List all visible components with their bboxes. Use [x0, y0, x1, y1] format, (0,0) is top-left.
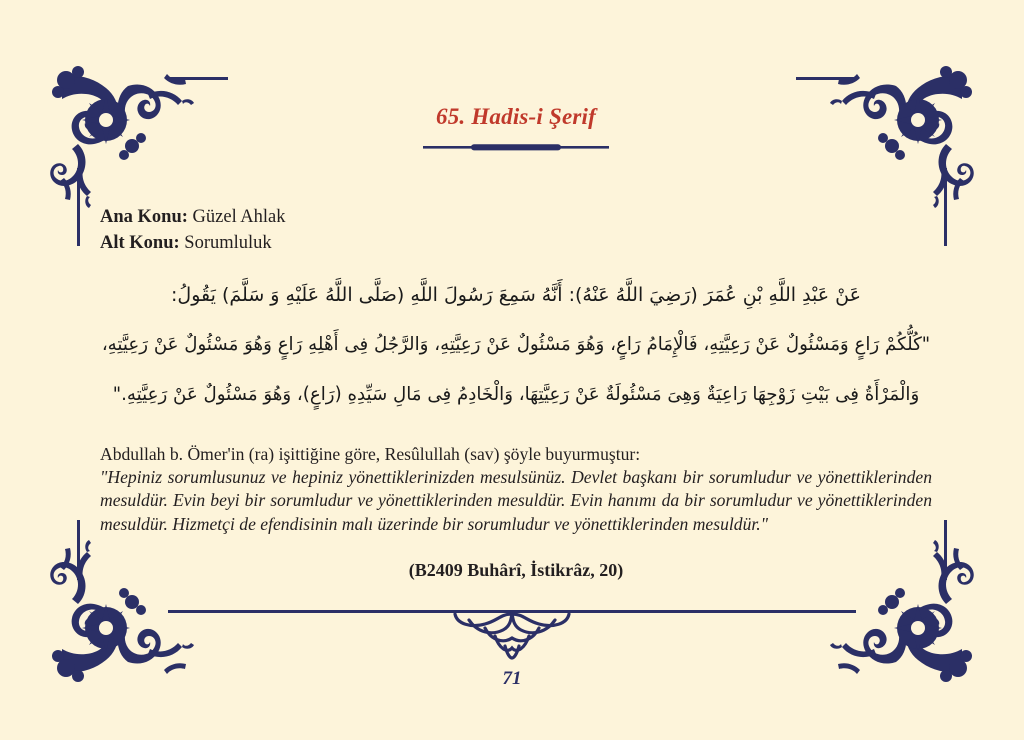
main-topic-value: Güzel Ahlak — [192, 207, 286, 227]
frame-rule-left-lower — [77, 520, 80, 580]
page-title: 65. Hadis-i Şerif — [436, 104, 596, 129]
sub-topic-value: Sorumluluk — [184, 233, 272, 253]
arabic-text-line-2: "كُلُّكُمْ رَاعٍ وَمَسْئُولٌ عَنْ رَعِيَّتِهِ، فَالْإِمَامُ رَاعٍ، وَهُوَ مَسْئُولٌ عَنْ رَعِيَّتِهِ، وَالرَّجُلُ فِى أَهْلِهِ رَاعٍ وَهُوَ مَسْئُولٌ عَنْ رَعِيَّتِهِ، — [101, 334, 931, 355]
frame-rule-right-upper — [944, 168, 947, 246]
narration-intro: Abdullah b. Ömer'in (ra) işittiğine göre, Resûlullah (sav) şöyle buyurmuştur: — [100, 444, 641, 464]
page-content — [98, 0, 934, 740]
main-topic-line — [100, 204, 286, 230]
translation-body: "Hepiniz sorumlusunuz ve hepiniz yönettiklerinizden mesulsünüz. Devlet başkanı bir sorumludur ve yönettiklerinden mesuldür. Evin beyi bir sorumludur ve yönettiklerinden mesuldür. Evin hanımı da bir sorumludur ve yönettiklerinden mesuldür. Hizmetçi de efendisinin malı üzerinde bir sorumludur ve yönettiklerinden mesuldür." — [100, 467, 932, 534]
arabic-text-line-3: وَالْمَرْأَةُ فِى بَيْتِ زَوْجِهَا رَاعِيَةٌ وَهِىَ مَسْئُولَةٌ عَنْ رَعِيَّتِهَا، وَالْخَادِمُ فِى مَالِ سَيِّدِهِ (رَاعٍ)، وَهُوَ مَسْئُولٌ عَنْ رَعِيَّتِهِ." — [112, 384, 920, 405]
sub-topic-line — [100, 230, 286, 256]
frame-rule-left-upper — [77, 168, 80, 246]
main-topic-label: Ana Konu: — [100, 207, 188, 227]
title-divider-rule — [423, 140, 609, 151]
arabic-text-line-1: عَنْ عَبْدِ اللَّهِ بْنِ عُمَرَ (رَضِيَ اللَّهُ عَنْهُ): أَنَّهُ سَمِعَ رَسُولَ اللَّهِ (صَلَّى اللَّهُ عَلَيْهِ وَ سَلَّمَ) يَقُولُ: — [171, 284, 861, 306]
source-citation: (B2409 Buhârî, İstikrâz, 20) — [408, 560, 624, 580]
topic-block — [100, 204, 286, 256]
page-number: 71 — [502, 668, 522, 689]
frame-rule-right-lower — [944, 520, 947, 580]
sub-topic-label: Alt Konu: — [100, 233, 180, 253]
